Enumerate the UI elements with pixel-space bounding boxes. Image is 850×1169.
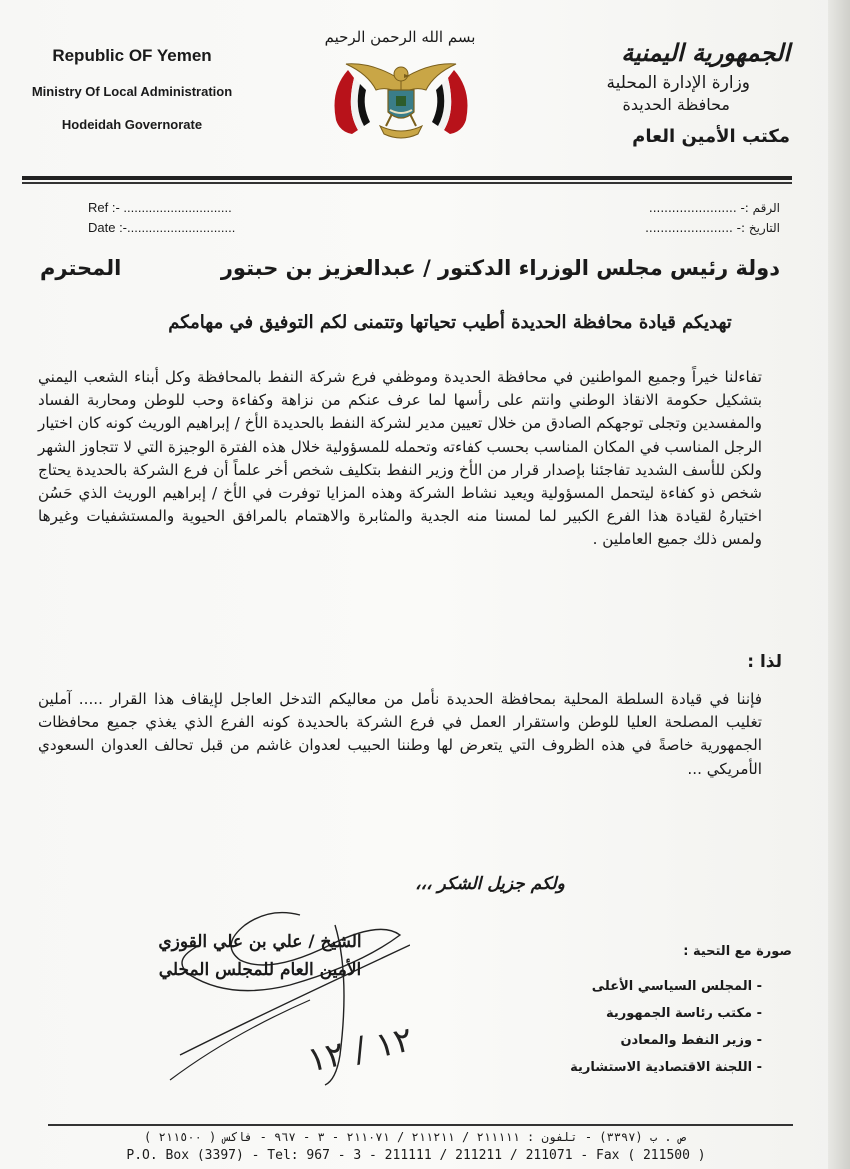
ar-ministry: وزارة الإدارة المحلية bbox=[606, 73, 750, 93]
body-paragraph-2: فإننا في قيادة السلطة المحلية بمحافظة الحديدة نأمل من معاليكم التدخل العاجل لإيقاف هذا القرار ..... آملين تغليب المصلحة العليا للوطن واستقرار العمل في فرع الشركة بالحديدة كونه الفرع الذي يغذي جميع محافظات الجمهورية خاصةً في هذه الظروف التي يتعرض لها وطننا الحبيب لعدوان غاشم من قبل تحالف العدوان السعودي الأمريكي ... bbox=[38, 690, 762, 778]
header-rule-thick bbox=[22, 176, 792, 180]
en-ministry: Ministry Of Local Administration bbox=[31, 84, 233, 99]
arabic-letterhead bbox=[530, 38, 790, 147]
addressee-name: دولة رئيس مجلس الوزراء الدكتور / عبدالعزيز بن حبتور bbox=[220, 256, 780, 280]
body-paragraph-1: تفاءلنا خيراً وجميع المواطنين في محافظة الحديدة وموظفي فرع شركة النفط بالمحافظة وكل أبناء الشعب اليمني بتشكيل حكومة الانقاذ الوطني وانتم على رأسها لما عرف عنكم من نزاهة وكفاءة وحب للوطن ومحاربة الفساد والمفسدين وتجلى توجهكم الصادق من خلال تعيين مدير لشركة النفط بالحديدة الأخ / إبراهيم الوريث كونه كان اختيار الرجل المناسب في المكان المناسب بحسب كفاءته وتحمله للمسؤولية خلال هذه الفترة الوجيزة التي لا تتجاوز الشهر ولكن للأسف الشديد تفاجئنا بإصدار قرار من الأخ وزير النفط بتكليف شخص أخر علماً أن فرع الشركة بالحديدة يحتاج شخص ذو كفاءة ليتحمل المسؤولية ويعيد نشاط الشركة وهذه المزايا توفرت في الأخ / إبراهيم الوريث الذي حَسُن اختيارهُ لقيادة هذا الفرع الكبير لما لمسنا منه الجدية والمثابرة والاهتمام بالمرافق الحيوية والمستشفيات وغيرها ولمس ذلك جميع العاملين . bbox=[38, 368, 762, 549]
signatory-title: الأمين العام للمجلس المحلي bbox=[158, 960, 362, 980]
en-country: Republic OF Yemen bbox=[52, 46, 212, 65]
ar-governorate: محافظة الحديدة bbox=[622, 95, 730, 114]
footer-contact-en: P.O. Box (3397) - Tel: 967 - 3 - 211111 / 211211 / 211071 - Fax ( 211500 ) bbox=[126, 1148, 706, 1163]
handwritten-date: ١٢ / ١٢ bbox=[303, 1019, 417, 1081]
copy-item: - المجلس السياسي الأعلى bbox=[591, 979, 762, 994]
closing-thanks: ولكم جزيل الشكر ،،، bbox=[415, 874, 565, 894]
ref-date-block bbox=[88, 198, 235, 238]
footer-rule bbox=[48, 1124, 793, 1126]
footer-contact-ar: ص . ب (٣٣٩٧) - تلفون : ٢١١١١١ / ٢١١٢١١ / ٢١١٠٧١ - ٣ - ٩٦٧ - فاكس ( ٢١١٥٠٠ ) bbox=[144, 1130, 686, 1144]
ar-ref-date-block bbox=[640, 198, 780, 238]
ar-office: مكتب الأمين العام bbox=[632, 126, 790, 147]
copies-list bbox=[560, 944, 792, 1081]
greeting-line: تهديكم قيادة محافظة الحديدة أطيب تحياتها وتتمنى لكم التوفيق في مهامكم bbox=[168, 312, 732, 333]
copy-item: - مكتب رئاسة الجمهورية bbox=[606, 1006, 762, 1021]
yemen-emblem-icon bbox=[318, 50, 484, 150]
date-field: Date :-.............................. bbox=[88, 220, 236, 235]
english-letterhead bbox=[22, 46, 242, 132]
page-edge bbox=[828, 0, 850, 1169]
addressee-honorific: المحترم bbox=[40, 256, 122, 280]
header-rule-thin bbox=[22, 182, 792, 184]
signatory bbox=[140, 928, 380, 984]
en-governorate: Hodeidah Governorate bbox=[61, 117, 203, 132]
therefore-label: لذا : bbox=[747, 652, 782, 672]
ar-number-field: الرقم :- ....................... bbox=[648, 201, 780, 215]
copy-item: - اللجنة الاقتصادية الاستشارية bbox=[570, 1060, 762, 1075]
basmala: بسم الله الرحمن الرحيم bbox=[324, 28, 476, 46]
copy-item: - وزير النفط والمعادن bbox=[620, 1033, 762, 1048]
signatory-name: الشيخ / علي بن علي القوزي bbox=[158, 932, 362, 952]
ar-country: الجمهورية اليمنية bbox=[621, 38, 790, 67]
ar-date-field: التاريخ :- ....................... bbox=[645, 221, 780, 235]
copies-title: صورة مع التحية : bbox=[683, 944, 792, 959]
ref-field: Ref :- .............................. bbox=[88, 200, 232, 215]
